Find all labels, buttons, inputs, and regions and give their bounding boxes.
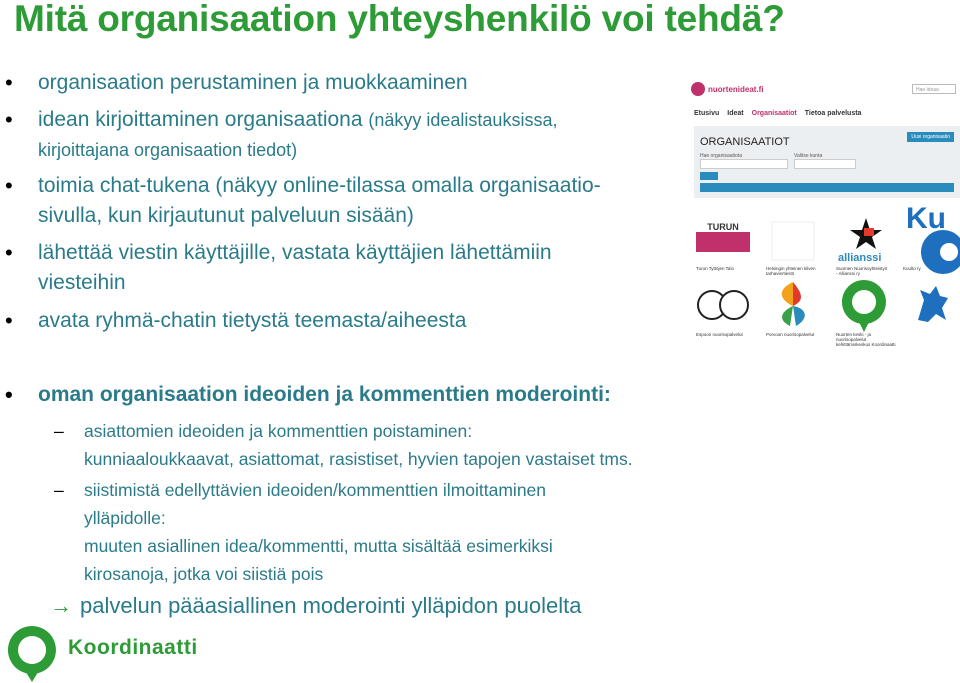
site-nav (694, 110, 861, 117)
kuulto-inner (940, 243, 958, 261)
espoo-circle-right (720, 291, 748, 319)
sub-item-2 (54, 476, 960, 588)
allianssi-red-mark (864, 228, 874, 236)
bullet-6 (5, 380, 738, 410)
helsinki-logo-frame (772, 222, 814, 260)
porvoo-logo (766, 278, 820, 330)
bullet-dot: • (5, 70, 13, 95)
turku-logo-band (696, 232, 750, 252)
caption-1: Turun Tyttöjen Talo (696, 266, 734, 271)
site-logo-icon (691, 82, 705, 96)
bullet-3-text-cont: sivulla, kun kirjautunut palveluun sisään) (38, 204, 414, 227)
lion-logo (910, 280, 954, 328)
search-button (700, 172, 718, 180)
bullet-6-text: oman organisaation ideoiden ja kommenttien moderointi: (38, 383, 611, 406)
allianssi-text: allianssi (838, 252, 882, 264)
bullet-3 (5, 171, 693, 231)
sub-item-1-text-cont: kunniaaloukkaavat, asiattomat, rasistiset, hyvien tapojen vastaiset tms. (84, 449, 633, 469)
bullet-dot: • (5, 173, 13, 198)
koordinaatti-ring (842, 280, 886, 324)
arrow-icon: → (50, 593, 72, 618)
caption-4: Kuulto ry (903, 266, 921, 271)
bullet-5 (5, 306, 693, 336)
filter-bar (700, 183, 954, 192)
dash-mark: – (54, 421, 64, 441)
site-name: nuortenideat.fi (708, 84, 764, 94)
municipality-label: Valitse kunta (794, 153, 823, 159)
brand-name: Koordinaatti (68, 636, 198, 659)
bullet-4-text: lähettää viestin käyttäjille, vastata käyttäjien lähettämiin (38, 241, 552, 264)
sub-item-2-text: siistimistä edellyttävien ideoiden/kommenttien ilmoittaminen (84, 480, 547, 500)
caption-6: Porvoon nuorisopalvelut (766, 332, 815, 337)
koordinaatti-pin (858, 320, 870, 332)
site-logo (691, 82, 764, 96)
municipality-select (794, 159, 856, 169)
nav-item-organisaatiot: Organisaatiot (751, 110, 797, 117)
bullet-2-note-cont: kirjoittajana organisaation tiedot) (38, 140, 298, 160)
caption-5: Espoon nuorisopalvelut (696, 332, 743, 337)
caption-3: Suomen Nuorisoyhteistyö - Allianssi ry (836, 266, 888, 276)
helsinki-logo (766, 214, 820, 264)
lion-icon (918, 286, 948, 322)
bullet-dot: • (5, 240, 13, 265)
turku-logo-text: TURUN (707, 222, 739, 232)
conclusion-text: palvelun pääasiallinen moderointi ylläpidon puolelta (80, 593, 582, 618)
website-screenshot (688, 74, 960, 346)
slide-title: Mitä organisaation yhteyshenkilö voi tehdä? (14, 0, 785, 39)
conclusion (50, 593, 581, 619)
nav-item-ideat: Ideat (727, 110, 744, 117)
porvoo-petal-red (793, 282, 801, 306)
bullet-2 (5, 105, 693, 165)
kuulto-text: Ku (906, 202, 946, 235)
porvoo-petal-green (782, 306, 793, 326)
search-label: Hae organisaatiota (700, 153, 742, 159)
caption-7: Nuorten keski - ja nuorisopalvelut kehittämiskeskus Koordinaatti (836, 332, 896, 346)
espoo-logo (696, 282, 750, 328)
organisation-panel (694, 126, 960, 198)
bullet-dot: • (5, 107, 13, 132)
nav-item-etusivu: Etusivu (694, 110, 720, 117)
sub-item-2-text-2: ylläpidolle: (84, 508, 166, 528)
bullet-1 (5, 68, 693, 98)
koordinaatti-logo-pin (24, 669, 40, 682)
site-search-input: Hae ideaa (912, 84, 956, 94)
sub-item-1 (54, 417, 960, 473)
porvoo-petal-yellow (782, 282, 793, 306)
porvoo-petal-blue (793, 306, 805, 326)
sub-item-2-text-3: muuten asiallinen idea/kommentti, mutta sisältää esimerkiksi (84, 536, 553, 556)
new-organisation-button: Uusi organisaatio (907, 132, 954, 142)
bullet-5-text: avata ryhmä-chatin tietystä teemasta/aiheesta (38, 309, 467, 332)
bullet-2-note: (näkyy idealistauksissa, (368, 110, 558, 130)
sub-item-1-text: asiattomien ideoiden ja kommenttien poistaminen: (84, 421, 473, 441)
bullet-3-text: toimia chat-tukena (näkyy online-tilassa omalla organisaatio- (38, 174, 601, 197)
bullet-2-text: idean kirjoittaminen organisaationa (38, 108, 369, 131)
koordinaatti-logo-ring (8, 626, 56, 674)
bullet-4 (5, 238, 693, 298)
bullet-4-text-cont: viesteihin (38, 271, 126, 294)
caption-2: Helsingin yhteinen kilven tarhaviertiestö (766, 266, 816, 276)
koordinaatti-logo-icon (6, 624, 58, 682)
dash-mark: – (54, 480, 64, 500)
bullet-dot: • (5, 308, 13, 333)
sub-item-2-text-4: kirosanoja, jotka voi siistiä pois (84, 564, 324, 584)
bullet-1-text: organisaation perustaminen ja muokkaaminen (38, 71, 468, 94)
panel-title: ORGANISAATIOT (700, 136, 790, 148)
bullet-dot: • (5, 382, 13, 407)
koordinaatti-small-logo (838, 276, 890, 332)
turku-logo (696, 214, 750, 264)
org-search-field (700, 159, 788, 169)
nav-item-tietoa: Tietoa palvelusta (804, 110, 862, 117)
